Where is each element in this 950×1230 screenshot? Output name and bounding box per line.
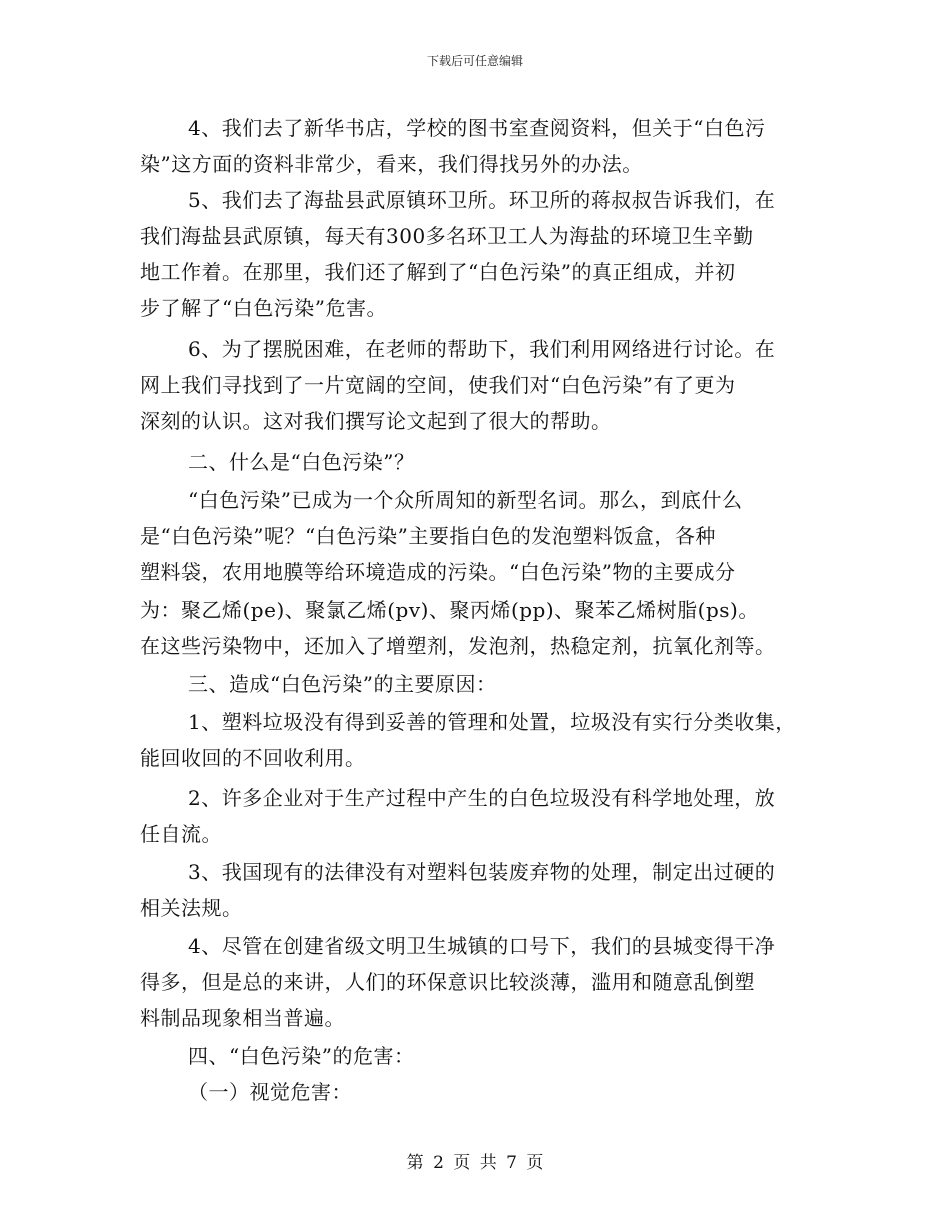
subsection-heading: （一）视觉危害： xyxy=(188,1080,352,1104)
text-line: 能回收回的不回收利用。 xyxy=(140,746,366,770)
text-line: 3、我国现有的法律没有对塑料包装废弃物的处理，制定出过硬的 xyxy=(188,860,776,884)
text-line: 为：聚乙烯(pe)、聚氯乙烯(pv)、聚丙烯(pp)、聚苯乙烯树脂(ps)。 xyxy=(140,598,759,622)
text-line: 染”这方面的资料非常少，看来，我们得找另外的办法。 xyxy=(140,152,643,176)
text-line: 步了解了“白色污染”危害。 xyxy=(140,296,387,320)
page-footer: 第 2 页 共 7 页 xyxy=(406,1153,544,1173)
text-line: 4、尽管在创建省级文明卫生城镇的口号下，我们的县城变得干净 xyxy=(188,934,776,958)
section-heading: 二、什么是“白色污染”？ xyxy=(188,450,415,474)
text-line: 4、我们去了新华书店，学校的图书室查阅资料，但关于“白色污 xyxy=(188,116,766,140)
text-line: 地工作着。在那里，我们还了解到了“白色污染”的真正组成，并初 xyxy=(140,260,736,284)
page-header: 下载后可任意编辑 xyxy=(426,54,523,68)
section-heading: 四、“白色污染”的危害： xyxy=(188,1044,415,1068)
section-heading: 三、造成“白色污染”的主要原因： xyxy=(188,672,497,696)
text-line: 任自流。 xyxy=(140,822,222,846)
text-line: 塑料袋，农用地膜等给环境造成的污染。“白色污染”物的主要成分 xyxy=(140,560,736,584)
text-line: 料制品现象相当普遍。 xyxy=(140,1006,345,1030)
text-line: 在这些污染物中，还加入了增塑剂，发泡剂，热稳定剂，抗氧化剂等。 xyxy=(140,634,776,658)
text-line: 5、我们去了海盐县武原镇环卫所。环卫所的蒋叔叔告诉我们，在 xyxy=(188,188,776,212)
text-line: 是“白色污染”呢？“白色污染”主要指白色的发泡塑料饭盒，各种 xyxy=(140,524,716,548)
text-line: 1、塑料垃圾没有得到妥善的管理和处置，垃圾没有实行分类收集， xyxy=(188,710,796,734)
text-line: 深刻的认识。这对我们撰写论文起到了很大的帮助。 xyxy=(140,409,612,433)
text-line: 我们海盐县武原镇，每天有300多名环卫工人为海盐的环境卫生辛勤 xyxy=(140,224,754,248)
text-line: 相关法规。 xyxy=(140,896,243,920)
text-line: 2、许多企业对于生产过程中产生的白色垃圾没有科学地处理，放 xyxy=(188,786,776,810)
text-line: “白色污染”已成为一个众所周知的新型名词。那么，到底什么 xyxy=(188,488,743,512)
text-line: 网上我们寻找到了一片宽阔的空间，使我们对“白色污染”有了更为 xyxy=(140,373,736,397)
text-line: 得多，但是总的来讲，人们的环保意识比较淡薄，滥用和随意乱倒塑 xyxy=(140,970,755,994)
text-line: 6、为了摆脱困难，在老师的帮助下，我们利用网络进行讨论。在 xyxy=(188,337,776,361)
